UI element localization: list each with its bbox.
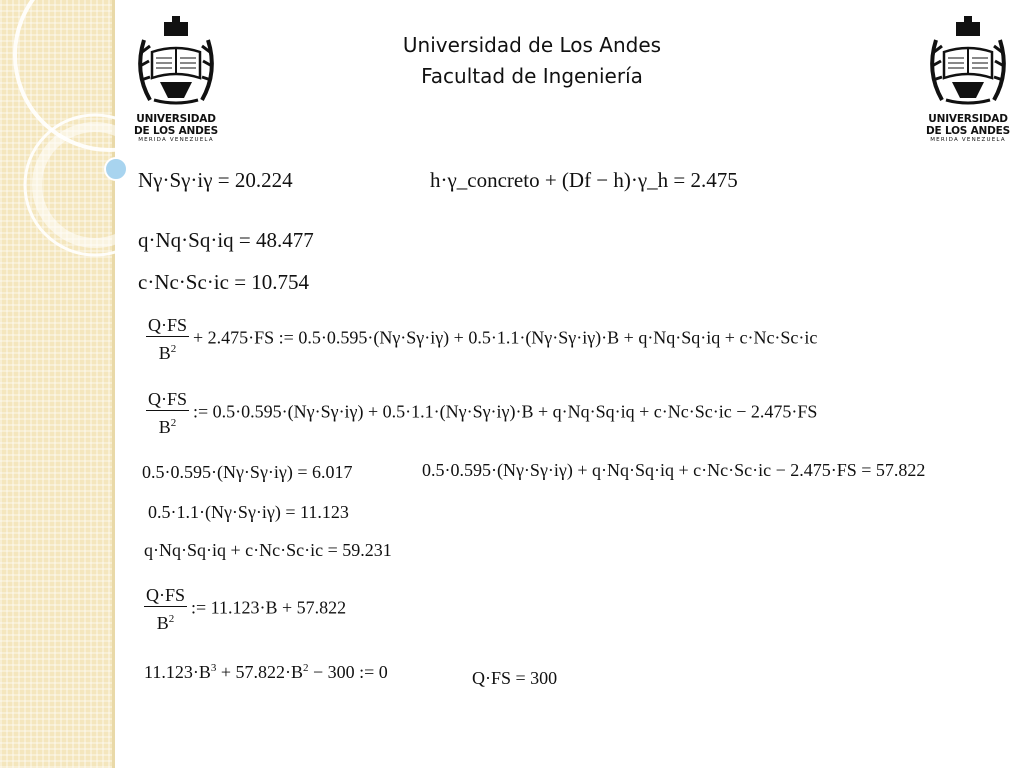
den-base: B [158, 343, 171, 363]
equation-bearing-capacity [146, 314, 817, 365]
logo-name-line2: DE LOS ANDES [926, 125, 1010, 137]
equation-q-term: q·Nq·Sq·iq = 48.477 [138, 228, 314, 252]
fraction [144, 584, 187, 635]
logo-name-line1: UNIVERSIDAD [136, 113, 216, 125]
fraction [146, 388, 189, 439]
den-base: B [158, 417, 171, 437]
equation-c-term: c·Nc·Sc·ic = 10.754 [138, 270, 310, 294]
logo-name-line2: DE LOS ANDES [134, 125, 218, 137]
exponent: 2 [303, 662, 309, 674]
exponent: 2 [170, 417, 177, 429]
equation-term-qc: q·Nq·Sq·iq + c·Nc·Sc·ic = 59.231 [144, 540, 392, 560]
equation-term-b: 0.5·1.1·(Nγ·Sγ·iγ) = 11.123 [148, 502, 349, 522]
equation-load: Q·FS = 300 [472, 668, 558, 688]
logo-name-line1: UNIVERSIDAD [928, 113, 1008, 125]
fraction-numerator: Q·FS [146, 585, 186, 605]
equation-constant-sum: 0.5·0.595·(Nγ·Sγ·iγ) + q·Nq·Sq·iq + c·Nc·Sc·ic − 2.475·FS = 57.822 [422, 460, 926, 480]
cubic-term: 11.123·B [144, 662, 211, 682]
fraction-numerator: Q·FS [148, 389, 188, 409]
bullet-dot [105, 158, 127, 180]
equation-linear-form [144, 584, 346, 635]
equation-rhs: := 0.5·0.595·(Nγ·Sγ·iγ) + 0.5·1.1·(Nγ·Sγ·iγ)·B + q·Nq·Sq·iq + c·Nc·Sc·ic − 2.475·FS [193, 401, 818, 422]
equation-rhs: + 2.475·FS := 0.5·0.595·(Nγ·Sγ·iγ) + 0.5·1.1·(Nγ·Sγ·iγ)·B + q·Nq·Sq·iq + c·Nc·Sc·ic [193, 327, 818, 348]
fraction-numerator: Q·FS [148, 315, 188, 335]
equation-ngamma: Nγ·Sγ·iγ = 20.224 [138, 168, 293, 192]
logo-subline: MERIDA VENEZUELA [930, 137, 1006, 143]
exponent: 2 [170, 343, 177, 355]
equation-rearranged [146, 388, 817, 439]
fraction-denominator [144, 607, 187, 635]
den-base: B [156, 613, 169, 633]
logo-subline: MERIDA VENEZUELA [138, 137, 214, 143]
slide-header [0, 30, 1024, 92]
faculty-title: Facultad de Ingeniería [421, 64, 643, 88]
equation-term-a: 0.5·0.595·(Nγ·Sγ·iγ) = 6.017 [142, 462, 353, 482]
exponent: 3 [210, 662, 217, 674]
exponent: 2 [168, 613, 175, 625]
university-title: Universidad de Los Andes [402, 33, 662, 57]
equation-rhs: := 11.123·B + 57.822 [191, 597, 347, 618]
fraction-denominator [146, 337, 189, 365]
fraction [146, 314, 189, 365]
constant-term: − 300 := 0 [308, 662, 388, 682]
fraction-denominator [146, 411, 189, 439]
equation-overburden: h·γ_concreto + (Df − h)·γ_h = 2.475 [430, 168, 738, 192]
equation-cubic [144, 662, 388, 683]
square-term: + 57.822·B [216, 662, 303, 682]
